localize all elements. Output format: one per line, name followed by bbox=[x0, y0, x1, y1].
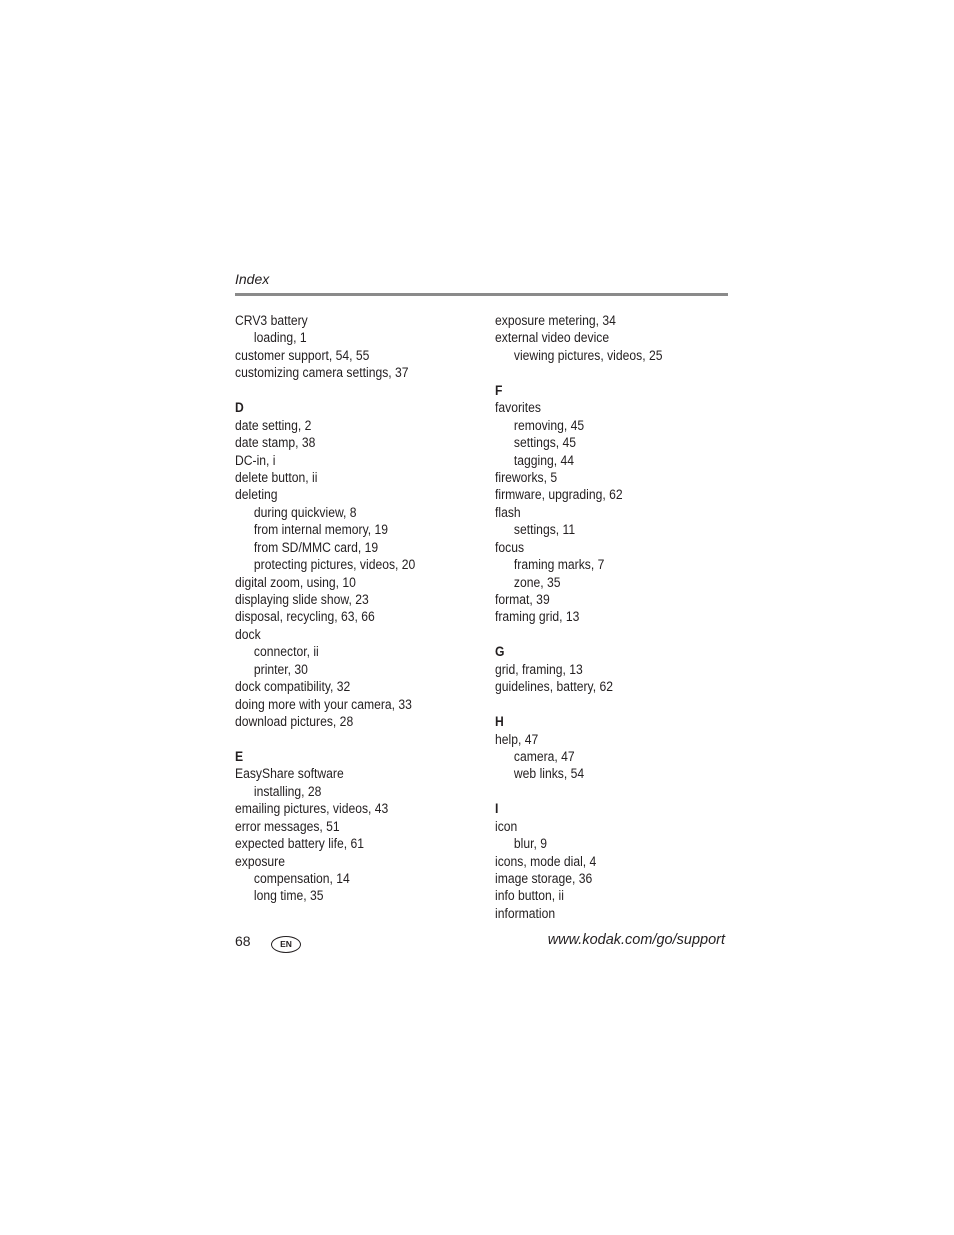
index-subentry: compensation, 14 bbox=[253, 871, 350, 886]
spacer bbox=[495, 696, 720, 713]
index-subentry: zone, 35 bbox=[513, 574, 561, 590]
index-entry: icon bbox=[495, 818, 518, 834]
index-subentry: printer, 30 bbox=[253, 661, 308, 677]
index-entry: info button, ii bbox=[495, 888, 564, 904]
index-entry: external video device bbox=[495, 330, 610, 346]
index-entry: fireworks, 5 bbox=[495, 469, 558, 485]
index-entry: favorites bbox=[495, 400, 541, 416]
index-subentry: from internal memory, 19 bbox=[253, 522, 389, 538]
index-entry: date stamp, 38 bbox=[235, 435, 316, 451]
index-column-right bbox=[495, 312, 745, 922]
index-entry: deleting bbox=[235, 487, 278, 503]
index-subentry: removing, 45 bbox=[513, 417, 585, 433]
language-badge-icon: EN bbox=[271, 936, 301, 953]
index-entry: image storage, 36 bbox=[495, 871, 593, 886]
index-entry: delete button, ii bbox=[235, 469, 318, 485]
index-entry: download pictures, 28 bbox=[235, 714, 354, 730]
spacer bbox=[495, 364, 720, 381]
index-entry: dock compatibility, 32 bbox=[235, 679, 351, 695]
index-entry: grid, framing, 13 bbox=[495, 661, 583, 677]
index-entry: customer support, 54, 55 bbox=[235, 347, 370, 363]
spacer bbox=[235, 382, 460, 399]
spacer bbox=[495, 783, 720, 800]
index-entry: information bbox=[495, 905, 556, 921]
index-entry: exposure bbox=[235, 853, 285, 869]
index-subentry: blur, 9 bbox=[513, 836, 548, 852]
index-entry: CRV3 battery bbox=[235, 313, 308, 328]
spacer bbox=[495, 626, 720, 643]
index-entry: firmware, upgrading, 62 bbox=[495, 487, 623, 503]
index-entry: format, 39 bbox=[495, 592, 550, 607]
index-entry: DC-in, i bbox=[235, 452, 276, 468]
index-entry: exposure metering, 34 bbox=[495, 313, 616, 328]
index-entry: icons, mode dial, 4 bbox=[495, 853, 597, 869]
index-entry: flash bbox=[495, 504, 521, 520]
index-subentry: connector, ii bbox=[253, 644, 319, 660]
page-number: 68 bbox=[235, 933, 251, 949]
index-subentry: settings, 11 bbox=[513, 522, 576, 538]
index-entry: digital zoom, using, 10 bbox=[235, 574, 356, 590]
index-entry: error messages, 51 bbox=[235, 818, 340, 834]
index-entry: disposal, recycling, 63, 66 bbox=[235, 609, 375, 625]
index-letter-heading: F bbox=[495, 382, 503, 398]
index-letter-heading: I bbox=[495, 801, 499, 817]
spacer bbox=[235, 731, 460, 748]
index-entry: doing more with your camera, 33 bbox=[235, 696, 412, 712]
index-letter-heading: D bbox=[235, 400, 244, 416]
index-subentry: from SD/MMC card, 19 bbox=[253, 539, 379, 555]
support-url: www.kodak.com/go/support bbox=[547, 932, 725, 948]
index-subentry: settings, 45 bbox=[513, 435, 577, 451]
index-subentry: protecting pictures, videos, 20 bbox=[253, 557, 416, 573]
index-entry: date setting, 2 bbox=[235, 417, 312, 433]
index-subentry: loading, 1 bbox=[253, 330, 307, 346]
index-letter-heading: E bbox=[235, 748, 244, 764]
index-subentry: framing marks, 7 bbox=[513, 557, 605, 573]
index-subentry: long time, 35 bbox=[253, 888, 324, 904]
index-subentry: tagging, 44 bbox=[513, 452, 575, 468]
index-entry: help, 47 bbox=[495, 731, 539, 747]
index-entry: guidelines, battery, 62 bbox=[495, 679, 613, 695]
index-subentry: web links, 54 bbox=[513, 766, 585, 782]
index-letter-heading: G bbox=[495, 644, 505, 660]
index-entry: dock bbox=[235, 626, 261, 642]
page-header-title: Index bbox=[235, 271, 270, 287]
index-letter-heading: H bbox=[495, 714, 504, 730]
index-subentry: during quickview, 8 bbox=[253, 504, 357, 520]
index-entry: emailing pictures, videos, 43 bbox=[235, 801, 389, 817]
index-entry: EasyShare software bbox=[235, 766, 344, 782]
index-entry: customizing camera settings, 37 bbox=[235, 365, 409, 381]
index-subentry: camera, 47 bbox=[513, 748, 575, 764]
index-entry: displaying slide show, 23 bbox=[235, 592, 369, 607]
index-subentry: installing, 28 bbox=[253, 783, 322, 799]
header-divider bbox=[235, 293, 728, 296]
index-entry: expected battery life, 61 bbox=[235, 836, 365, 852]
index-subentry: viewing pictures, videos, 25 bbox=[513, 347, 663, 363]
index-entry: focus bbox=[495, 539, 525, 555]
index-column-left bbox=[235, 312, 485, 905]
index-entry: framing grid, 13 bbox=[495, 609, 580, 625]
